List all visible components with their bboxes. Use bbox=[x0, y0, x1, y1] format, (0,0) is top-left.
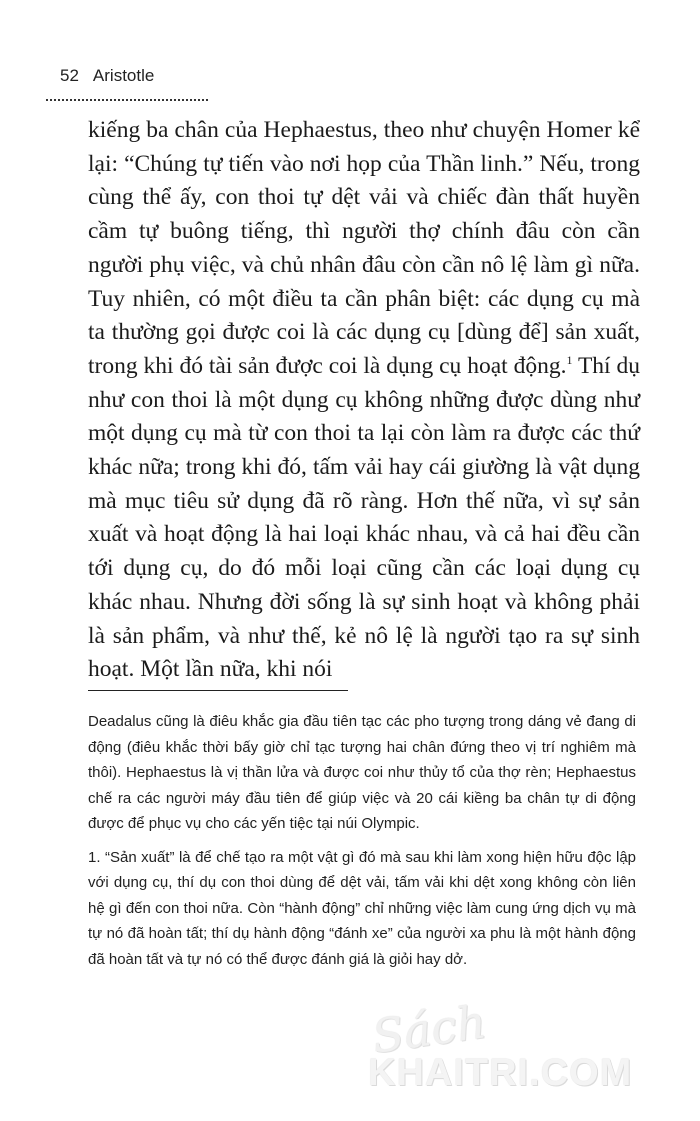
page-number: 52 bbox=[60, 66, 79, 85]
footnotes bbox=[88, 709, 636, 980]
watermark-script-text: Sách bbox=[368, 994, 490, 1064]
footnote-separator bbox=[88, 690, 348, 691]
body-text-part-1: kiếng ba chân của Hephaestus, theo như chuyện Homer kể lại: “Chúng tự tiến vào nơi họp của Thần linh.” Nếu, trong cùng thể ấy, con thoi tự dệt vải và chiếc đàn thất huyền cầm tự buông tiếng, thì người thợ chính đâu còn cần người phụ việc, và chủ nhân đâu còn cần nô lệ làm gì nữa. Tuy nhiên, có một điều ta cần phân biệt: các dụng cụ mà ta thường gọi được coi là các dụng cụ [dùng để] sản xuất, trong khi đó tài sản được coi là dụng cụ hoạt động. bbox=[88, 117, 640, 379]
watermark-logo-text: KHAITRI.COM bbox=[368, 1052, 633, 1094]
footnote-1: 1. “Sản xuất” là để chế tạo ra một vật gì đó mà sau khi làm xong hiện hữu độc lập với dụng cụ, thí dụ con thoi dùng để dệt vải, tấm vải khi dệt xong không còn liên hệ gì đến con thoi nữa. Còn “hành động” chỉ những việc làm cung ứng dịch vụ mà tự nó đã hoàn tất; thí dụ hành động “đánh xe” của người xa phu là một hành động đã hoàn tất và tự nó có thể được đánh giá là giỏi hay dở. bbox=[88, 848, 636, 968]
page-header bbox=[60, 66, 154, 86]
header-dotted-rule bbox=[46, 99, 208, 101]
body-paragraph bbox=[88, 114, 640, 687]
running-title: Aristotle bbox=[92, 66, 155, 85]
footnote-reference: 1 bbox=[566, 353, 573, 368]
footnote-continued: Deadalus cũng là điêu khắc gia đầu tiên tạc các pho tượng trong dáng vẻ đang di động (điêu khắc thời bấy giờ chỉ tạc tượng hai chân đứng theo vị trí nghiêm mà thôi). Hephaestus là vị thần lửa và được coi như thủy tổ của thợ rèn; Hephaestus chế ra các người máy đầu tiên để giúp việc và 20 cái kiềng ba chân tự di động được để phục vụ cho các yến tiệc tại núi Olympic. bbox=[88, 713, 636, 832]
body-text-part-2: Thí dụ như con thoi là một dụng cụ không những được dùng như một dụng cụ mà từ con thoi ta lại còn làm ra được các thứ khác nữa; trong khi đó, tấm vải hay cái giường là vật dụng mà mục tiêu sử dụng đã rõ ràng. Hơn thế nữa, vì sự sản xuất và hoạt động là hai loại khác nhau, và cả hai đều cần tới dụng cụ, do đó mỗi loại cũng cần các loại dụng cụ khác nhau. Nhưng đời sống là sự sinh hoạt và không phải là sản phẩm, và như thế, kẻ nô lệ là người tạo ra sự sinh hoạt. Một lần nữa, khi nói bbox=[88, 352, 640, 683]
